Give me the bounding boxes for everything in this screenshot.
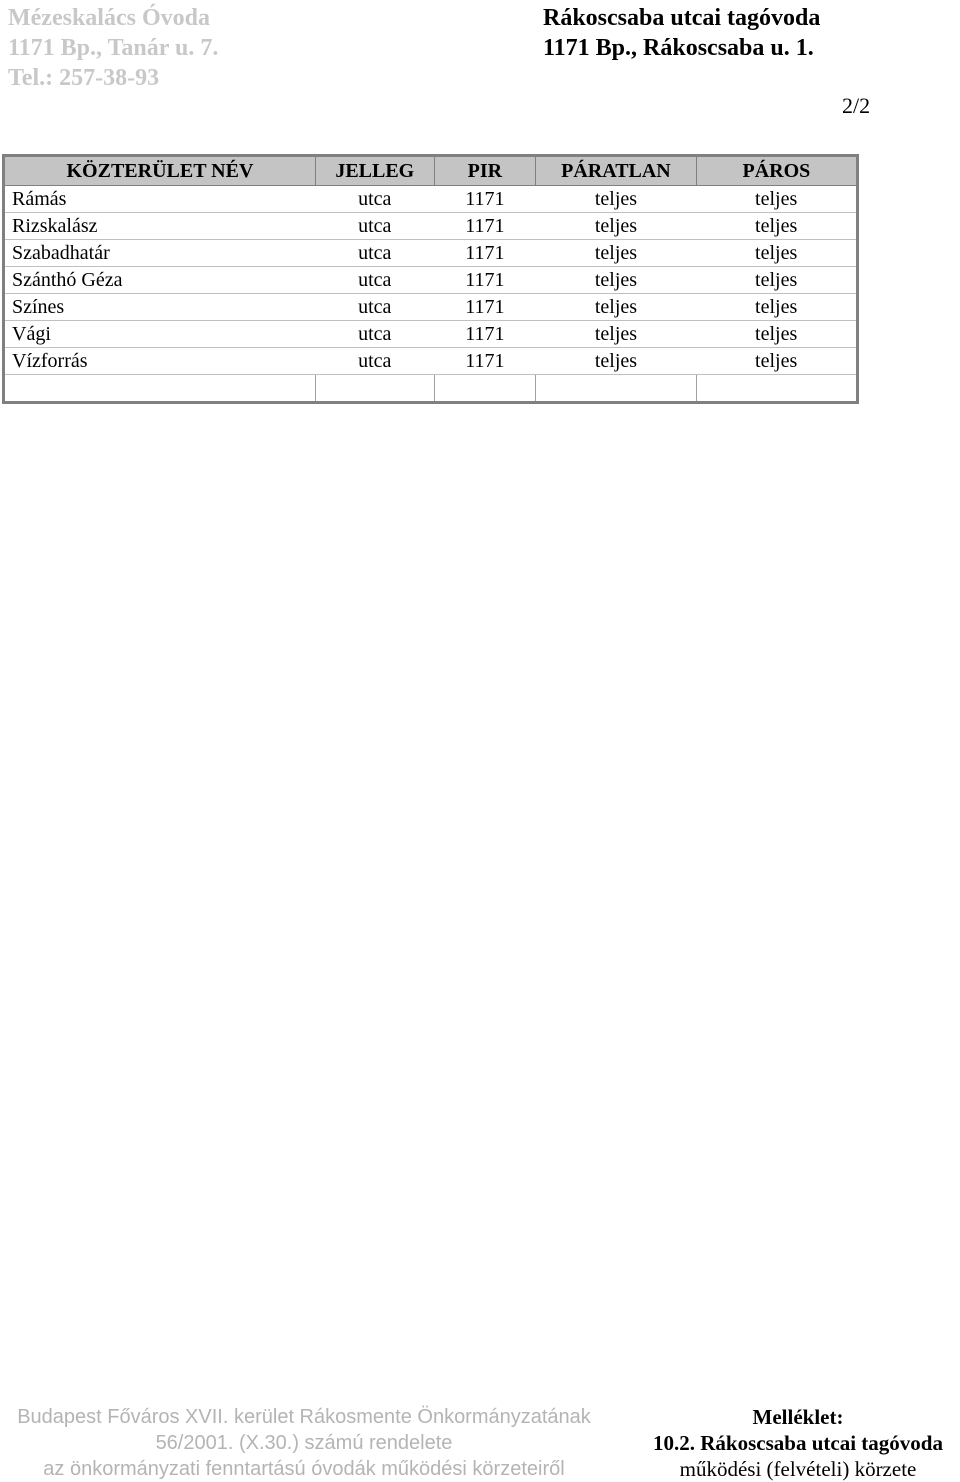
table-row <box>4 348 858 375</box>
table-row <box>4 321 858 348</box>
zip-code: 1171 <box>434 186 536 213</box>
annex-description: működési (felvételi) körzete <box>679 1457 917 1481</box>
empty-table-row <box>4 375 858 403</box>
column-header-street-name: KÖZTERÜLET NÉV <box>4 156 316 186</box>
even-side: teljes <box>696 348 857 375</box>
table-row <box>4 186 858 213</box>
zip-code: 1171 <box>434 267 536 294</box>
column-header-odd: PÁRATLAN <box>536 156 697 186</box>
table-row <box>4 240 858 267</box>
street-name: Vízforrás <box>4 348 316 375</box>
branch-name: Rákoscsaba utcai tagóvoda <box>543 5 821 31</box>
street-name: Rámás <box>4 186 316 213</box>
odd-side: teljes <box>536 348 697 375</box>
empty-cell <box>4 375 316 403</box>
kindergarten-name: Mézeskalács Óvoda <box>8 5 210 31</box>
odd-side: teljes <box>536 321 697 348</box>
even-side: teljes <box>696 186 857 213</box>
odd-side: teljes <box>536 213 697 240</box>
empty-cell <box>315 375 434 403</box>
street-name: Vági <box>4 321 316 348</box>
street-type: utca <box>315 186 434 213</box>
street-type: utca <box>315 348 434 375</box>
odd-side: teljes <box>536 240 697 267</box>
street-name: Rizskalász <box>4 213 316 240</box>
zip-code: 1171 <box>434 348 536 375</box>
table-row <box>4 267 858 294</box>
regulation-footer <box>8 1404 600 1482</box>
odd-side: teljes <box>536 294 697 321</box>
annex-footer <box>636 1404 960 1482</box>
branch-header <box>543 3 820 63</box>
table-header-row <box>4 156 858 186</box>
odd-side: teljes <box>536 186 697 213</box>
street-name: Szánthó Géza <box>4 267 316 294</box>
kindergarten-header <box>8 3 218 93</box>
odd-side: teljes <box>536 267 697 294</box>
even-side: teljes <box>696 213 857 240</box>
table-row <box>4 294 858 321</box>
regulation-authority: Budapest Főváros XVII. kerület Rákosmente Önkormányzatának <box>17 1406 591 1428</box>
empty-cell <box>696 375 857 403</box>
regulation-subject: az önkormányzati fenntartású óvodák működési körzeteiről <box>43 1458 565 1480</box>
empty-cell <box>536 375 697 403</box>
branch-address: 1171 Bp., Rákoscsaba u. 1. <box>543 35 814 61</box>
even-side: teljes <box>696 240 857 267</box>
zip-code: 1171 <box>434 240 536 267</box>
street-table <box>2 154 859 404</box>
even-side: teljes <box>696 267 857 294</box>
kindergarten-address: 1171 Bp., Tanár u. 7. <box>8 35 219 61</box>
street-name: Színes <box>4 294 316 321</box>
column-header-type: JELLEG <box>315 156 434 186</box>
empty-cell <box>434 375 536 403</box>
column-header-even: PÁROS <box>696 156 857 186</box>
street-type: utca <box>315 321 434 348</box>
zip-code: 1171 <box>434 213 536 240</box>
street-type: utca <box>315 240 434 267</box>
street-type: utca <box>315 267 434 294</box>
page-number: 2/2 <box>842 93 871 118</box>
zip-code: 1171 <box>434 294 536 321</box>
street-type: utca <box>315 213 434 240</box>
kindergarten-phone: Tel.: 257-38-93 <box>8 65 160 91</box>
column-header-zip: PIR <box>434 156 536 186</box>
street-type: utca <box>315 294 434 321</box>
zip-code: 1171 <box>434 321 536 348</box>
annex-label: Melléklet: <box>752 1405 844 1429</box>
annex-title: 10.2. Rákoscsaba utcai tagóvoda <box>653 1431 943 1455</box>
even-side: teljes <box>696 294 857 321</box>
even-side: teljes <box>696 321 857 348</box>
street-name: Szabadhatár <box>4 240 316 267</box>
table-row <box>4 213 858 240</box>
regulation-number: 56/2001. (X.30.) számú rendelete <box>155 1432 453 1454</box>
